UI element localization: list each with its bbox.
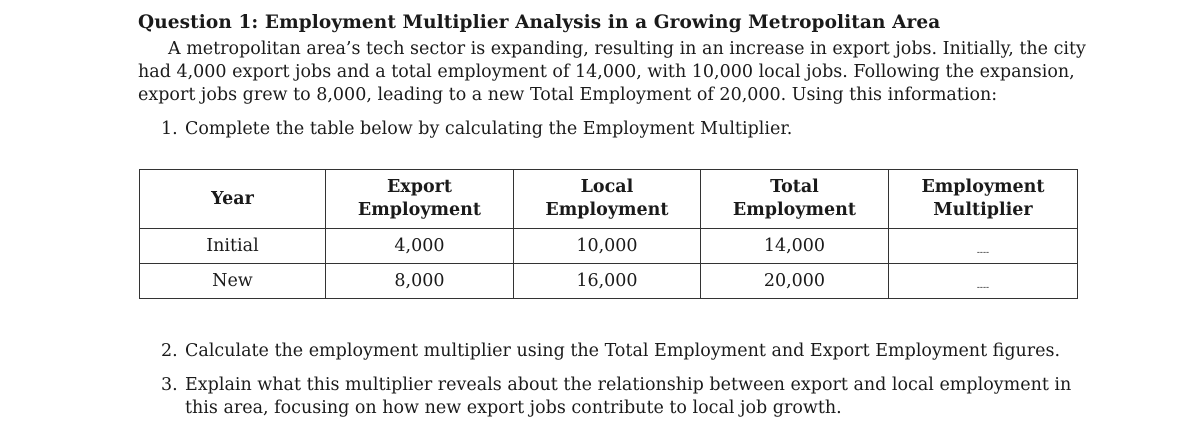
header-label: Total [770,177,819,197]
header-label: Employment [732,200,856,220]
header-label: Employment [545,200,669,220]
table-header-row [140,170,1078,229]
cell-year: New [140,264,326,299]
header-label: Local [580,177,634,197]
question-title: Question 1: Employment Multiplier Analysis in a Growing Metropolitan Area [138,12,941,33]
header-label: Employment [357,200,481,220]
multiplier-blank: ---- [976,248,990,258]
cell-export: 4,000 [325,229,513,264]
cell-local: 10,000 [513,229,700,264]
list-item-1 [161,118,792,141]
cell-multiplier [888,229,1077,264]
cell-total: 14,000 [700,229,888,264]
header-year [140,170,326,229]
header-local-employment [513,170,700,229]
list-item-3 [161,374,1071,420]
header-total-employment [700,170,888,229]
item-number: 3. [161,375,178,395]
header-employment-multiplier [888,170,1077,229]
header-label: Multiplier [933,200,1033,220]
item-number: 1. [161,119,178,139]
item-text: Calculate the employment multiplier using the Total Employment and Export Employment figures. [185,341,1061,361]
paragraph-line: A metropolitan area’s tech sector is expanding, resulting in an increase in export jobs. Initially, the city [168,39,1086,59]
item-text: Complete the table below by calculating the Employment Multiplier. [185,119,793,139]
item-text-continued: this area, focusing on how new export jobs contribute to local job growth. [185,398,842,418]
multiplier-blank: ---- [976,283,990,293]
header-label: Export [386,177,452,197]
question-paragraph [138,38,1086,107]
paragraph-line: had 4,000 export jobs and a total employment of 14,000, with 10,000 local jobs. Following the expansion, [138,62,1075,82]
table-row [140,264,1078,299]
list-item-2 [161,340,1060,363]
cell-total: 20,000 [700,264,888,299]
employment-table [139,169,1078,299]
header-label: Employment [921,177,1045,197]
cell-export: 8,000 [325,264,513,299]
item-number: 2. [161,341,178,361]
cell-local: 16,000 [513,264,700,299]
cell-multiplier [888,264,1077,299]
header-label: Year [211,188,254,209]
cell-year: Initial [140,229,326,264]
item-text: Explain what this multiplier reveals about the relationship between export and local employment in [185,375,1072,395]
paragraph-line: export jobs grew to 8,000, leading to a new Total Employment of 20,000. Using this information: [138,85,998,105]
header-export-employment [325,170,513,229]
table-row [140,229,1078,264]
